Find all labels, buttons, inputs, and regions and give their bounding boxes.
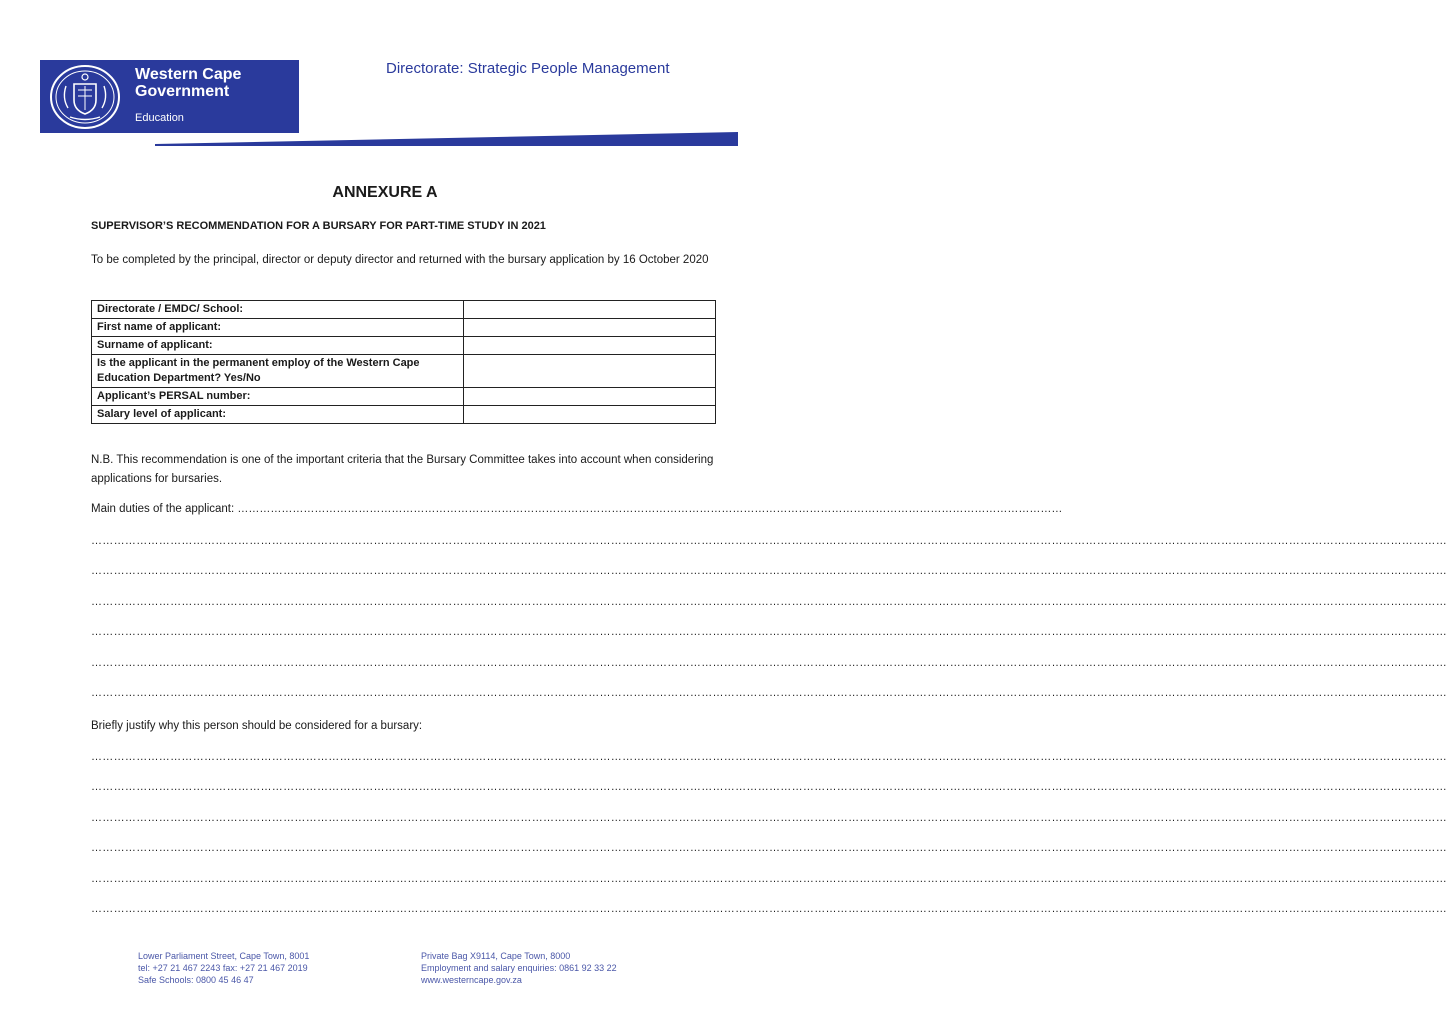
main-duties-label[interactable] — [91, 500, 1063, 519]
form-row-label: Is the applicant in the permanent employ of the Western Cape Education Department? Yes/No — [92, 355, 464, 388]
form-row — [92, 337, 716, 355]
header-rule — [155, 132, 738, 146]
justify-writing-line[interactable]: ……………………………………………………………………………………………………………………………………………………………………………………………………………………………………………………………………………………………………………………………… — [91, 873, 1447, 885]
form-row — [92, 406, 716, 424]
duties-writing-line[interactable]: ……………………………………………………………………………………………………………………………………………………………………………………………………………………………………………………………………………………………………………………………… — [91, 565, 1447, 577]
footer-address: Lower Parliament Street, Cape Town, 8001 — [138, 951, 310, 961]
footer-postal: Private Bag X9114, Cape Town, 8000 — [421, 951, 571, 961]
form-row-value-field[interactable] — [464, 301, 716, 319]
form-row-label: Surname of applicant: — [92, 337, 464, 355]
logo-subtitle: Education — [135, 112, 184, 124]
duties-writing-line[interactable]: ……………………………………………………………………………………………………………………………………………………………………………………………………………………………………………………………………………………………………………………………… — [91, 626, 1447, 638]
duties-writing-line[interactable]: ……………………………………………………………………………………………………………………………………………………………………………………………………………………………………………………………………………………………………………………………… — [91, 596, 1447, 608]
duties-writing-line[interactable]: ……………………………………………………………………………………………………………………………………………………………………………………………………………………………………………………………………………………………………………………………… — [91, 687, 1447, 699]
justify-writing-line[interactable]: ……………………………………………………………………………………………………………………………………………………………………………………………………………………………………………………………………………………………………………………………… — [91, 903, 1447, 915]
nb-note: N.B. This recommendation is one of the important criteria that the Bursary Committee takes into account when considering applications for bursaries. — [91, 454, 714, 485]
justify-writing-line[interactable]: ……………………………………………………………………………………………………………………………………………………………………………………………………………………………………………………………………………………………………………………………… — [91, 812, 1447, 824]
main-duties-first-line: ……………………………………………………………………………………………………………………………………………………………………………………………………… — [237, 503, 1063, 515]
footer-safe-schools: Safe Schools: 0800 45 46 47 — [138, 975, 254, 985]
main-duties-text: Main duties of the applicant: — [91, 503, 235, 515]
form-row-value-field[interactable] — [464, 319, 716, 337]
footer-enquiries: Employment and salary enquiries: 0861 92 33 22 — [421, 963, 617, 973]
form-row-label: First name of applicant: — [92, 319, 464, 337]
duties-writing-line[interactable]: ……………………………………………………………………………………………………………………………………………………………………………………………………………………………………………………………………………………………………………………………… — [91, 657, 1447, 669]
wcg-logo — [40, 60, 299, 133]
justify-writing-line[interactable]: ……………………………………………………………………………………………………………………………………………………………………………………………………………………………………………………………………………………………………………………………… — [91, 842, 1447, 854]
applicant-details-table — [91, 300, 716, 424]
duties-writing-line[interactable]: ……………………………………………………………………………………………………………………………………………………………………………………………………………………………………………………………………………………………………………………………… — [91, 535, 1447, 547]
form-row-value-field[interactable] — [464, 355, 716, 388]
directorate-heading: Directorate: Strategic People Management — [386, 60, 670, 77]
footer-phone: tel: +27 21 467 2243 fax: +27 21 467 2019 — [138, 963, 308, 973]
intro-paragraph: To be completed by the principal, director or deputy director and returned with the bursary application by 16 October 2020 — [91, 254, 709, 266]
logo-title-line2: Government — [135, 83, 230, 100]
form-row-label: Applicant’s PERSAL number: — [92, 388, 464, 406]
justify-writing-line[interactable]: ……………………………………………………………………………………………………………………………………………………………………………………………………………………………………………………………………………………………………………………………… — [91, 751, 1447, 763]
justify-writing-line[interactable]: ……………………………………………………………………………………………………………………………………………………………………………………………………………………………………………………………………………………………………………………………… — [91, 781, 1447, 793]
form-row-label: Directorate / EMDC/ School: — [92, 301, 464, 319]
form-row-value-field[interactable] — [464, 337, 716, 355]
footer-website[interactable]: www.westerncape.gov.za — [421, 975, 522, 985]
form-row — [92, 319, 716, 337]
document-subtitle: SUPERVISOR’S RECOMMENDATION FOR A BURSARY FOR PART-TIME STUDY IN 2021 — [91, 220, 546, 232]
document-title: ANNEXURE A — [332, 184, 438, 201]
form-row-value-field[interactable] — [464, 388, 716, 406]
logo-title-line1: Western Cape — [135, 66, 242, 83]
form-row-value-field[interactable] — [464, 406, 716, 424]
form-row-label: Salary level of applicant: — [92, 406, 464, 424]
form-row — [92, 355, 716, 388]
form-row — [92, 388, 716, 406]
coat-of-arms-icon — [48, 64, 122, 130]
justify-label: Briefly justify why this person should be considered for a bursary: — [91, 720, 423, 732]
form-row — [92, 301, 716, 319]
